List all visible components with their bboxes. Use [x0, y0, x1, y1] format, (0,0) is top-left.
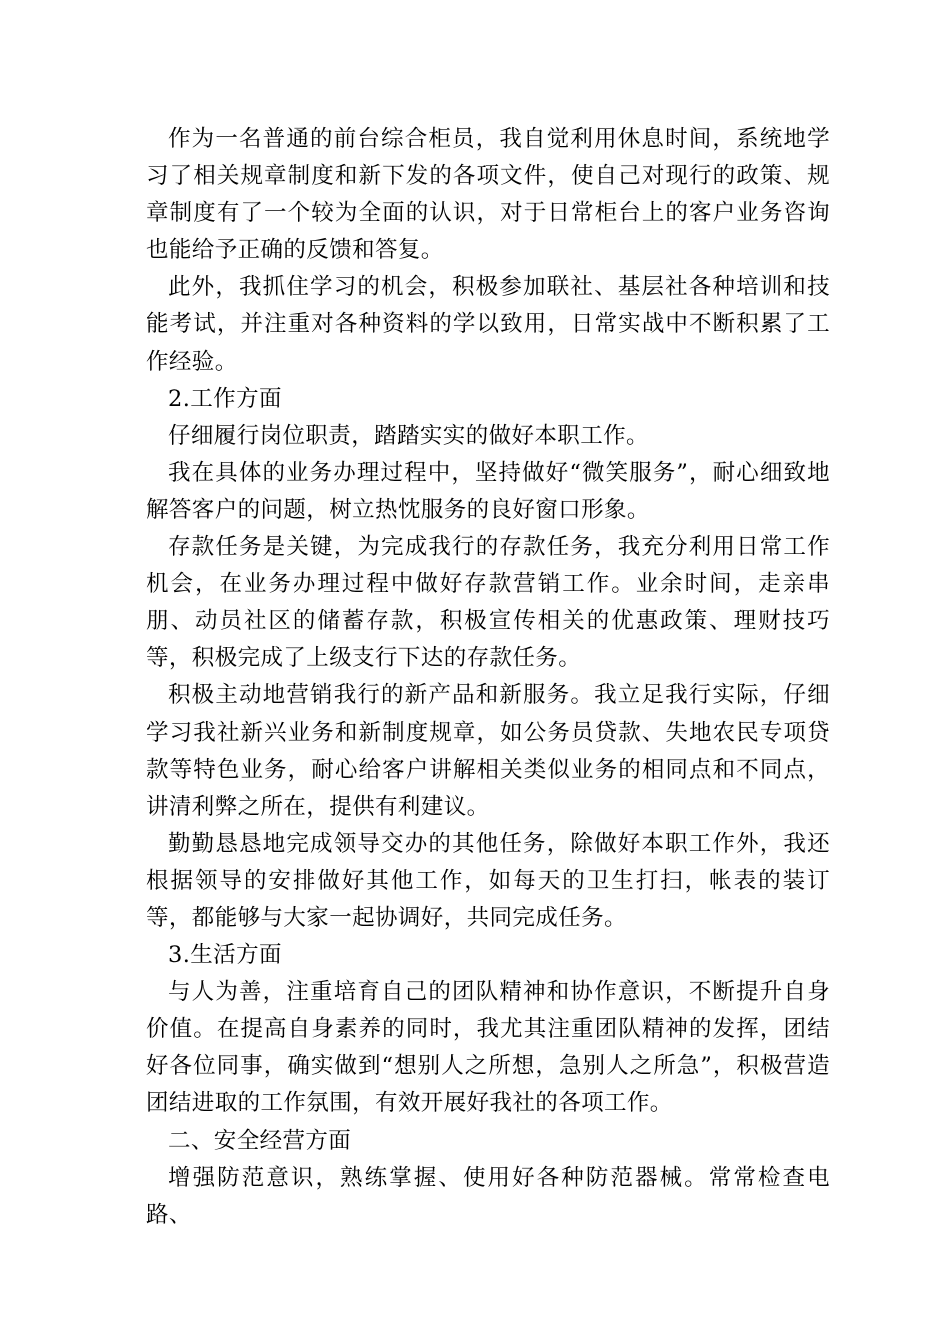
paragraph: 勤勤恳恳地完成领导交办的其他任务，除做好本职工作外，我还根据领导的安排做好其他工作，如每天的卫生打扫，帐表的装订等，都能够与大家一起协调好，共同完成任务。: [146, 830, 830, 931]
paragraph: 仔细履行岗位职责，踏踏实实的做好本职工作。: [168, 422, 649, 449]
paragraph: 积极主动地营销我行的新产品和新服务。我立足我行实际，仔细学习我社新兴业务和新制度规章，如公务员贷款、失地农民专项贷款等特色业务，耐心给客户讲解相关类似业务的相同点和不同点，讲清利弊之所在，提供有利建议。: [146, 682, 830, 820]
paragraph: 增强防范意识，熟练掌握、使用好各种防范器械。常常检查电路、: [146, 1164, 830, 1228]
section-heading: 2.工作方面: [168, 385, 282, 412]
document-body: [146, 121, 830, 1234]
paragraph: 此外，我抓住学习的机会，积极参加联社、基层社各种培训和技能考试，并注重对各种资料的学以致用，日常实战中不断积累了工作经验。: [146, 274, 830, 375]
section-heading: 3.生活方面: [168, 942, 282, 969]
paragraph: 与人为善，注重培育自己的团队精神和协作意识，不断提升自身价值。在提高自身素养的同时，我尤其注重团队精神的发挥，团结好各位同事，确实做到“想别人之所想，急别人之所急”，积极营造团结进取的工作氛围，有效开展好我社的各项工作。: [146, 979, 830, 1117]
section-heading: 二、安全经营方面: [168, 1127, 352, 1154]
paragraph: 作为一名普通的前台综合柜员，我自觉利用休息时间，系统地学习了相关规章制度和新下发的各项文件，使自己对现行的政策、规章制度有了一个较为全面的认识，对于日常柜台上的客户业务咨询也能给予正确的反馈和答复。: [146, 126, 830, 264]
paragraph: 我在具体的业务办理过程中，坚持做好“微笑服务”，耐心细致地解答客户的问题，树立热忱服务的良好窗口形象。: [146, 459, 830, 523]
paragraph: 存款任务是关键，为完成我行的存款任务，我充分利用日常工作机会，在业务办理过程中做好存款营销工作。业余时间，走亲串朋、动员社区的储蓄存款，积极宣传相关的优惠政策、理财技巧等，积极完成了上级支行下达的存款任务。: [146, 534, 830, 672]
